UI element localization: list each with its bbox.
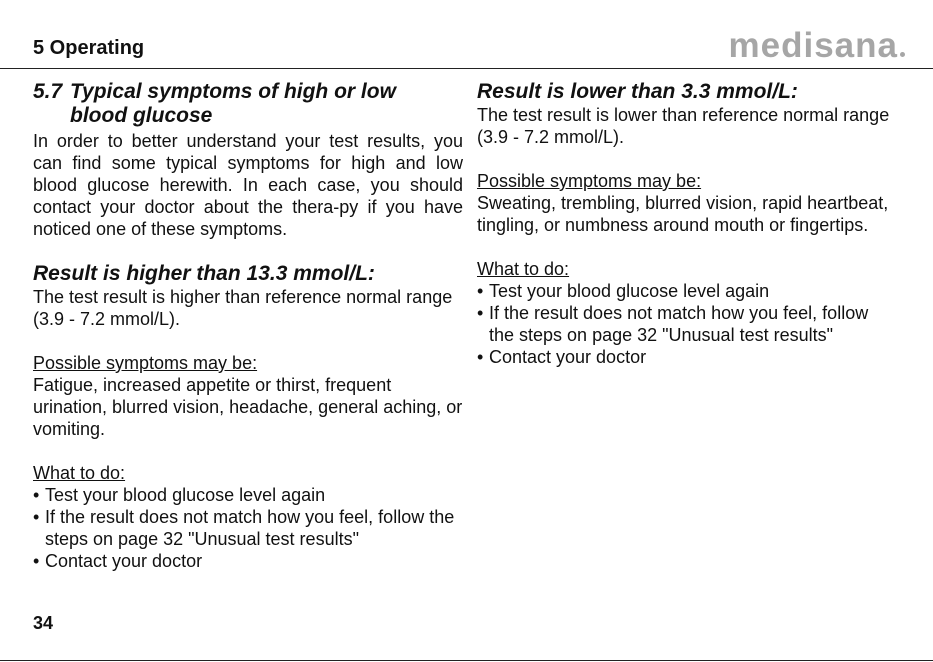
list-item	[477, 302, 897, 346]
page-number: 34	[33, 613, 54, 633]
bullet-icon: •	[477, 303, 484, 323]
right-column	[477, 80, 897, 368]
section-title: 5 Operating	[33, 37, 145, 59]
bullet-icon: •	[33, 485, 40, 505]
intro-paragraph: In order to better understand your test results, you can find some typical symptoms for high and low blood glucose herewith. In each case, you should contact your doctor about the thera-py if you have noticed one of these symptoms.	[33, 131, 463, 239]
list-item-text: If the result does not match how you feel, follow the steps on page 32 "Unusual test results"	[489, 303, 869, 345]
list-item	[477, 346, 897, 368]
list-item	[33, 550, 463, 572]
brand-dot-icon	[900, 52, 905, 57]
high-result-heading: Result is higher than 13.3 mmol/L:	[33, 262, 375, 285]
high-symptoms-text: Fatigue, increased appetite or thirst, frequent urination, blurred vision, headache, general aching, or vomiting.	[33, 375, 463, 439]
low-todo-list	[477, 280, 897, 368]
high-symptoms-label: Possible symptoms may be:	[33, 353, 258, 373]
bullet-icon: •	[33, 507, 40, 527]
bullet-icon: •	[33, 551, 40, 571]
left-column	[33, 80, 463, 572]
section-heading-line2: blood glucose	[70, 104, 213, 127]
high-todo-list	[33, 484, 463, 572]
list-item-text: If the result does not match how you feel, follow the steps on page 32 "Unusual test results"	[45, 507, 455, 549]
header-divider	[0, 68, 933, 69]
high-todo-label: What to do:	[33, 463, 126, 483]
low-symptoms-text: Sweating, trembling, blurred vision, rapid heartbeat, tingling, or numbness around mouth or fingertips.	[477, 193, 889, 235]
section-number: 5.7	[33, 80, 63, 103]
list-item	[33, 506, 463, 550]
high-result-description: The test result is higher than reference normal range (3.9 - 7.2 mmol/L).	[33, 287, 453, 329]
list-item-text: Test your blood glucose level again	[45, 485, 326, 505]
footer-divider	[0, 660, 933, 661]
brand-logo	[729, 26, 905, 66]
brand-name: medisana	[728, 26, 898, 65]
low-symptoms-label: Possible symptoms may be:	[477, 171, 702, 191]
list-item	[33, 484, 463, 506]
low-result-heading: Result is lower than 3.3 mmol/L:	[477, 80, 798, 103]
section-heading-line1: Typical symptoms of high or low	[70, 80, 396, 103]
bullet-icon: •	[477, 347, 484, 367]
list-item-text: Contact your doctor	[489, 347, 647, 367]
list-item-text: Test your blood glucose level again	[489, 281, 770, 301]
bullet-icon: •	[477, 281, 484, 301]
list-item	[477, 280, 897, 302]
list-item-text: Contact your doctor	[45, 551, 203, 571]
low-todo-label: What to do:	[477, 259, 570, 279]
section-heading	[33, 80, 463, 128]
low-result-description: The test result is lower than reference normal range (3.9 - 7.2 mmol/L).	[477, 105, 890, 147]
